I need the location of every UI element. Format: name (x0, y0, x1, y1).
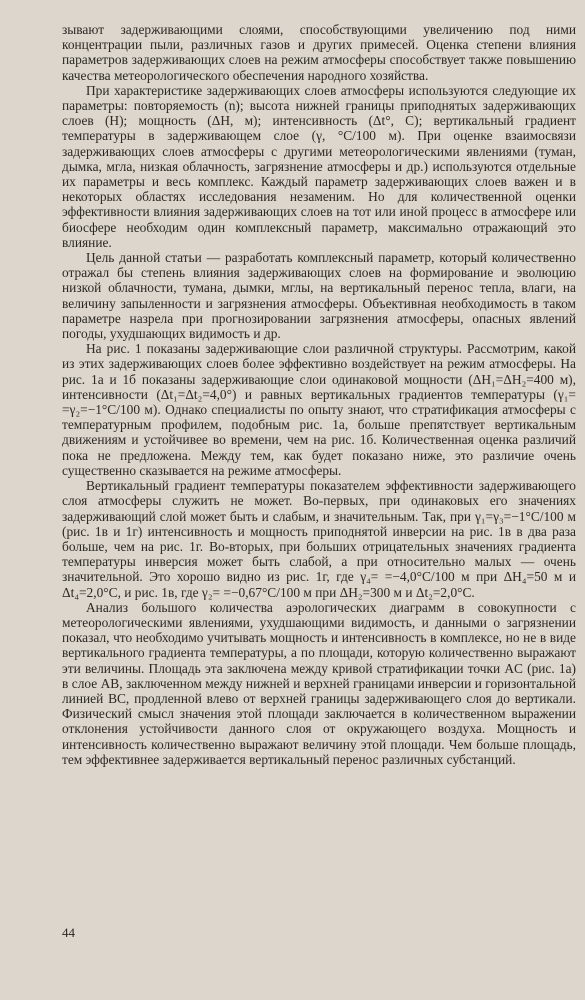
paragraph: На рис. 1 показаны задерживающие слои различной структуры. Рассмотрим, какой из этих задерживающих слоев более эффективно воздействует на режим атмосферы. На рис. 1а и 1б показаны задерживающие слои одинаковой мощности (ΔH₁=ΔH₂=400 м), интенсивности (Δt₁=Δt₂=4,0°) и равных вертикальных градиентов температуры (γ₁= =γ₂=−1°C/100 м). Однако специалисты по опыту знают, что стратификация атмосферы с температурным профилем, подобным рис. 1а, больше препятствует вертикальным движениям и устойчивее во времени, чем на рис. 1б. Количественная оценка различий пока не предложена. Между тем, как будет показано ниже, это различие очень существенно сказывается на режиме атмосферы. (62, 341, 576, 478)
paragraph: Вертикальный градиент температуры показателем эффективности задерживающего слоя атмосферы служить не может. Во-первых, при одинаковых его значениях задерживающий слой может быть и слабым, и значительным. Так, при γ₁=γ₃=−1°C/100 м (рис. 1в и 1г) интенсивность и мощность приподнятой инверсии на рис. 1в в два раза больше, чем на рис. 1г. Во-вторых, при больших отрицательных значениях градиента температуры инверсия может быть слабой, а при относительно малых — очень значительной. Это хорошо видно из рис. 1г, где γ₄= =−4,0°C/100 м при ΔH₄=50 м и Δt₄=2,0°C, и рис. 1в, где γ₂= =−0,67°C/100 м при ΔH₂=300 м и Δt₂=2,0°C. (62, 478, 576, 600)
page-number: 44 (62, 925, 75, 940)
paragraph: Цель данной статьи — разработать комплексный параметр, который количественно отражал бы степень влияния задерживающих слоев на формирование и эволюцию низкой облачности, тумана, дымки, мглы, на вертикальный перенос тепла, влаги, на величину запыленности и загрязнения атмосферы. Объективная необходимость в таком параметре назрела при прогнозировании загрязнения атмосферы, опасных явлений погоды, ухудшающих видимость и др. (62, 250, 576, 342)
paragraph: При характеристике задерживающих слоев атмосферы используются следующие их параметры: повторяемость (n); высота нижней границы приподнятых задерживающих слоев (H); мощность (ΔH, м); интенсивность (Δt°, C); вертикальный градиент температуры в задерживающем слое (γ, °C/100 м). При оценке взаимосвязи задерживающих слоев атмосферы с другими метеорологическими явлениями (туман, дымка, мгла, низкая облачность, загрязнение атмосферы и др.) используются отдельные их параметры и весь комплекс. Каждый параметр задерживающих слоев важен и в некоторых областях исследования незаменим. Но для количественной оценки эффективности влияния задерживающих слоев на тот или иной процесс в атмосфере или биосфере необходим один комплексный параметр, максимально отражающий это влияние. (62, 82, 576, 250)
paragraph: Анализ большого количества аэрологических диаграмм в совокупности с метеорологическими явлениями, ухудшающими видимость, и данными о загрязнении показал, что необходимо учитывать мощность и интенсивность в комплексе, но не в виде вертикального градиента температуры, а по площади, которую количественно выражают эти величины. Площадь эта заключена между кривой стратификации точки AC (рис. 1а) в слое AB, заключенном между нижней и верхней границами инверсии и горизонтальной линией BC, продленной влево от верхней границы задерживающего слоя до вертикали. Физический смысл значения этой площади заключается в количественном выражении отклонения устойчивости данного слоя от окружающего воздуха. Мощность и интенсивность количественно выражают величину этой площади. Чем больше площадь, тем эффективнее задерживается вертикальный перенос различных субстанций. (62, 599, 576, 767)
paragraph: зывают задерживающими слоями, способствующими увеличению под ними концентрации пыли, различных газов и других примесей. Оценка степени влияния параметров задерживающих слоев на режим атмосферы способствует также повышению качества метеорологического обеспечения народного хозяйства. (62, 22, 576, 83)
body-text (62, 22, 576, 767)
